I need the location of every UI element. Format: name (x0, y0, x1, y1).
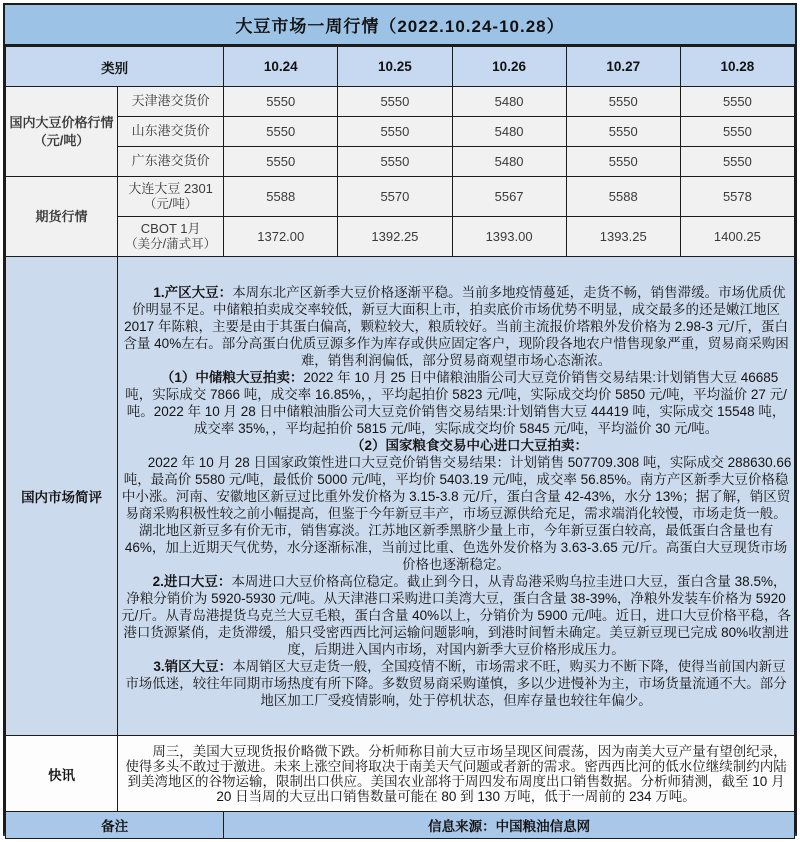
date-header-cell: 10.24 (224, 47, 338, 87)
paragraph-lead: 2.进口大豆： (152, 573, 232, 589)
paragraph-text: 本周进口大豆价格高位稳定。截止到今日，从青岛港采购乌拉圭进口大豆，蛋白含量 38.5%，净粮分销价为 5920-5930 元/吨。从天津港口采购进口美湾大豆，蛋白含量 38-39%，净粮外发装车价格为 5920 元/斤。从青岛港提货乌克兰大豆毛粮，蛋白含量 40%以上，分销价为 5900 元/吨。近日，进口大豆价格平稳，各港口货源紧俏，走货滞缓，船只受密西西比河运输问题影响，到港时间暂未确定。美豆新豆现已完成 80%收割进度，后期进入国内市场，对国内新季大豆价格形成压力。 (121, 573, 791, 657)
price-cell: 5567 (452, 177, 566, 217)
price-cell: 5588 (224, 177, 338, 217)
price-cell: 1393.25 (566, 217, 680, 257)
weekly-report-sheet (3, 3, 797, 836)
commentary-paragraph (120, 369, 792, 437)
section-label-domestic: 国内大豆价格行情（元/吨） (6, 87, 118, 177)
date-header-cell: 10.27 (566, 47, 680, 87)
price-cell: 5550 (566, 147, 680, 177)
price-cell: 5588 (566, 177, 680, 217)
paragraph-text: 本周东北产区新季大豆价格逐渐平稳。当前多地疫情蔓延，走货不畅，销售滞缓。市场优质优价明显不足。中储粮拍卖成交率较低，新豆大面积上市，拍卖底价市场优势不明显，成交最多的还是嫩江地区 2017 年陈粮，主要是由于其蛋白偏高，颗粒较大，粮质较好。当前主流报价塔粮外发价格为 2.98-3 元/斤，蛋白含量 40%左右。部分高蛋白优质豆源多作为库存或供应固定客户，现阶段各地农户惜售现象严重，贸易商采购困难，销售利润偏低，部分贸易商观望市场心态渐浓。 (123, 284, 789, 368)
price-cell: 5480 (452, 117, 566, 147)
price-cell: 1392.25 (338, 217, 452, 257)
table-header-row (6, 47, 795, 87)
price-cell: 1393.00 (452, 217, 566, 257)
commentary-row (6, 257, 795, 736)
news-row (6, 736, 795, 812)
commentary-paragraph (120, 284, 792, 369)
price-cell: 1372.00 (224, 217, 338, 257)
soybean-week-table (5, 46, 795, 839)
paragraph-lead: 3.销区大豆： (153, 658, 233, 674)
commentary-paragraph (120, 454, 792, 573)
section-label-news: 快讯 (6, 736, 118, 812)
price-cell: 5550 (566, 117, 680, 147)
row-label-shandong: 山东港交货价 (118, 117, 224, 147)
commentary-paragraph (120, 658, 792, 709)
price-cell: 5480 (452, 87, 566, 117)
row-label-guangdong: 广东港交货价 (118, 147, 224, 177)
price-cell: 5480 (452, 147, 566, 177)
price-cell: 5550 (338, 147, 452, 177)
price-row-tianjin (6, 87, 795, 117)
futures-contract-name: CBOT 1月 (140, 220, 201, 236)
row-label-cbot (118, 217, 224, 257)
futures-contract-unit: （美分/蒲式耳） (125, 236, 217, 251)
paragraph-text: 2022 年 10 月 28 日国家政策性进口大豆竞价销售交易结果：计划销售 507709.308 吨，实际成交 288630.66 吨，最高价 5580 元/吨，最低价 5000 元/吨，平均价 5403.19 元/吨，成交率 56.85%。南方产区新季大豆价格稳中小涨。河南、安徽地区新豆过比重外发价格为 3.15-3.8 元/斤，蛋白含量 42-43%，水分 13%；据了解，销区贸易商采购积极性较之前小幅提高，但鉴于今年新豆丰产，市场豆源供给充足，需求端消化较慢，市场走货一般。湖北地区新豆多有价无市，销售寡淡。江苏地区新季黑脐少量上市，今年新豆蛋白较高，最低蛋白含量也有 46%，加上近期天气优势，水分逐渐标准，当前过比重、色选外发价格为 3.63-3.65 元/斤。高蛋白大豆现货市场价格也逐渐稳定。 (121, 454, 792, 572)
price-cell: 5550 (224, 147, 338, 177)
price-cell: 5550 (680, 147, 794, 177)
page-title: 大豆市场一周行情（2022.10.24-10.28） (5, 5, 795, 46)
category-header-cell: 类别 (6, 47, 224, 87)
note-source-text: 信息来源：中国粮油信息网 (224, 812, 795, 839)
price-cell: 5550 (680, 87, 794, 117)
date-header-cell: 10.28 (680, 47, 794, 87)
note-row (6, 812, 795, 839)
news-body (118, 736, 795, 812)
price-row-shandong (6, 117, 795, 147)
commentary-body (118, 257, 795, 736)
futures-row-dalian (6, 177, 795, 217)
paragraph-text: 本周销区大豆走货一般，全国疫情不断，市场需求不旺，购买力不断下降，使得当前国内新豆市场低迷，较往年同期市场热度有所下降。多数贸易商采购谨慎，多以少进慢补为主，市场货量流通不大。部分地区加工厂受疫情影响，处于停机状态，但库存量也较往年偏少。 (125, 658, 787, 708)
price-cell: 5550 (338, 117, 452, 147)
price-cell: 5550 (680, 117, 794, 147)
commentary-paragraph (120, 437, 792, 454)
futures-row-cbot (6, 217, 795, 257)
row-label-dalian (118, 177, 224, 217)
news-paragraph: 周三，美国大豆现货报价略微下跌。分析师称目前大豆市场呈现区间震荡，因为南美大豆产量有望创纪录，使得多头不敢过于激进。未来上涨空间将取决于南美天气问题或者新的需求。密西西比河的低水位继续制约内陆到美湾地区的谷物运输，限制出口供应。美国农业部将于周四发布周度出口销售数据。分析师猜测，截至 10 月 20 日当周的大豆出口销售数量可能在 80 到 130 万吨，低于一周前的 234 万吨。 (125, 743, 787, 804)
paragraph-lead: （1）中储粮大豆拍卖： (160, 369, 304, 385)
price-row-guangdong (6, 147, 795, 177)
price-cell: 1400.25 (680, 217, 794, 257)
price-cell: 5550 (566, 87, 680, 117)
date-header-cell: 10.26 (452, 47, 566, 87)
commentary-paragraph (120, 573, 792, 658)
row-label-tianjin: 天津港交货价 (118, 87, 224, 117)
price-cell: 5570 (338, 177, 452, 217)
price-cell: 5550 (224, 117, 338, 147)
paragraph-lead: （2）国家粮食交易中心进口大豆拍卖： (351, 437, 589, 453)
futures-contract-name: 大连大豆 2301 (128, 180, 213, 196)
price-cell: 5550 (338, 87, 452, 117)
section-label-note: 备注 (6, 812, 224, 839)
paragraph-lead: 1.产区大豆： (153, 284, 233, 300)
price-cell: 5550 (224, 87, 338, 117)
section-label-futures: 期货行情 (6, 177, 118, 257)
date-header-cell: 10.25 (338, 47, 452, 87)
paragraph-text: 2022 年 10 月 25 日中储粮油脂公司大豆竞价销售交易结果:计划销售大豆 46685 吨，实际成交 7866 吨，成交率 16.85%，，平均起拍价 5823 元/吨，实际成交均价 5850 元/吨，平均溢价 27 元/吨。2022 年 10 月 28 日中储粮油脂公司大豆竞价销售交易结果:计划销售大豆 44419 吨，实际成交 15548 吨，成交率 35%，，平均起拍价 5815 元/吨，实际成交均价 5845 元/吨，平均溢价 30 元/吨。 (125, 369, 787, 436)
futures-contract-unit: （元/吨） (143, 196, 198, 211)
section-label-commentary: 国内市场简评 (6, 257, 118, 736)
price-cell: 5578 (680, 177, 794, 217)
